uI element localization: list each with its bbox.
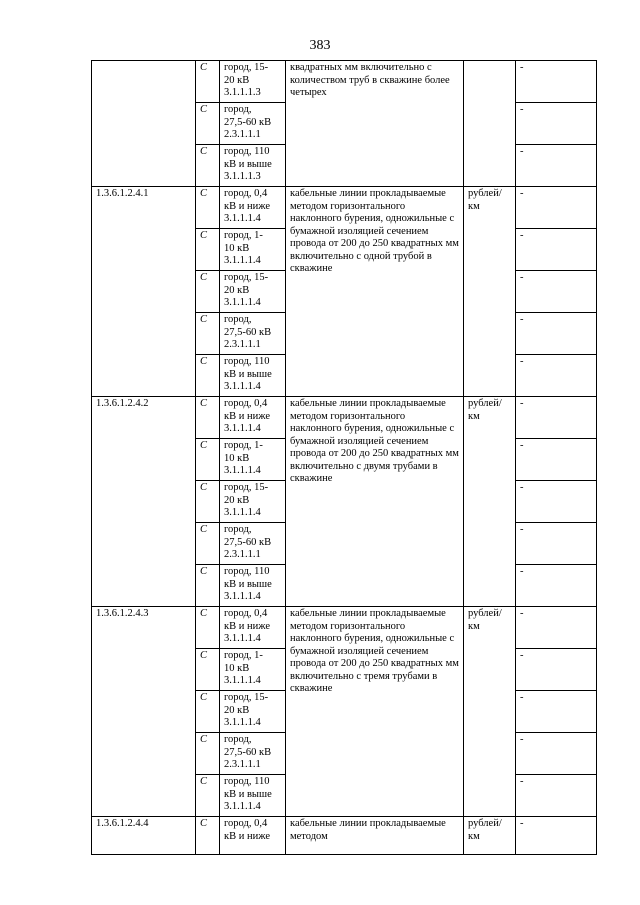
table-row [92,607,597,649]
category-cell: С [196,61,220,103]
voltage-cell: город, 110 кВ и выше 3.1.1.1.3 [220,145,286,187]
code-cell: 1.3.6.1.2.4.1 [92,187,196,397]
rate-cell: - [516,313,597,355]
rate-cell: - [516,775,597,817]
table-row [92,397,597,439]
table-row [92,817,597,855]
voltage-cell: город, 0,4 кВ и ниже 3.1.1.1.4 [220,397,286,439]
rate-cell: - [516,733,597,775]
category-cell: С [196,481,220,523]
voltage-cell: город, 27,5-60 кВ 2.3.1.1.1 [220,733,286,775]
rate-cell: - [516,355,597,397]
tariff-table [91,60,597,855]
table-row [92,61,597,103]
rate-cell: - [516,523,597,565]
description-cell: кабельные линии прокладываемые методом [286,817,464,855]
voltage-cell: город, 0,4 кВ и ниже 3.1.1.1.4 [220,187,286,229]
unit-cell: рублей/ км [464,607,516,817]
voltage-cell: город, 0,4 кВ и ниже 3.1.1.1.4 [220,607,286,649]
category-cell: С [196,775,220,817]
table-row [92,187,597,229]
voltage-cell: город, 15- 20 кВ 3.1.1.1.3 [220,61,286,103]
description-cell: кабельные линии прокладываемые методом горизонтального наклонного бурения, одножильные с бумажной изоляцией сечением провода от 200 до 250 квадратных мм включительно с двумя трубами в скважине [286,397,464,607]
description-cell: кабельные линии прокладываемые методом горизонтального наклонного бурения, одножильные с бумажной изоляцией сечением провода от 200 до 250 квадратных мм включительно с тремя трубами в скважине [286,607,464,817]
voltage-cell: город, 110 кВ и выше 3.1.1.1.4 [220,775,286,817]
rate-cell: - [516,229,597,271]
voltage-cell: город, 110 кВ и выше 3.1.1.1.4 [220,565,286,607]
voltage-cell: город, 1- 10 кВ 3.1.1.1.4 [220,229,286,271]
rate-cell: - [516,439,597,481]
page-number: 383 [309,38,331,53]
voltage-cell: город, 1- 10 кВ 3.1.1.1.4 [220,649,286,691]
rate-cell: - [516,61,597,103]
category-cell: С [196,103,220,145]
category-cell: С [196,649,220,691]
unit-cell: рублей/ км [464,187,516,397]
unit-cell: рублей/ км [464,817,516,855]
category-cell: С [196,733,220,775]
category-cell: С [196,145,220,187]
category-cell: С [196,187,220,229]
code-cell [92,61,196,187]
category-cell: С [196,355,220,397]
rate-cell: - [516,103,597,145]
rate-cell: - [516,397,597,439]
category-cell: С [196,817,220,855]
rate-cell: - [516,649,597,691]
code-cell: 1.3.6.1.2.4.3 [92,607,196,817]
rate-cell: - [516,271,597,313]
code-cell: 1.3.6.1.2.4.4 [92,817,196,855]
description-cell: квадратных мм включительно с количеством труб в скважине более четырех [286,61,464,187]
category-cell: С [196,313,220,355]
category-cell: С [196,607,220,649]
voltage-cell: город, 27,5-60 кВ 2.3.1.1.1 [220,313,286,355]
category-cell: С [196,565,220,607]
voltage-cell: город, 15- 20 кВ 3.1.1.1.4 [220,481,286,523]
category-cell: С [196,691,220,733]
tariff-table-body [92,61,597,855]
category-cell: С [196,271,220,313]
category-cell: С [196,229,220,271]
voltage-cell: город, 27,5-60 кВ 2.3.1.1.1 [220,523,286,565]
rate-cell: - [516,817,597,855]
voltage-cell: город, 110 кВ и выше 3.1.1.1.4 [220,355,286,397]
voltage-cell: город, 27,5-60 кВ 2.3.1.1.1 [220,103,286,145]
category-cell: С [196,397,220,439]
code-cell: 1.3.6.1.2.4.2 [92,397,196,607]
voltage-cell: город, 15- 20 кВ 3.1.1.1.4 [220,271,286,313]
rate-cell: - [516,607,597,649]
rate-cell: - [516,187,597,229]
voltage-cell: город, 1- 10 кВ 3.1.1.1.4 [220,439,286,481]
unit-cell: рублей/ км [464,397,516,607]
rate-cell: - [516,481,597,523]
category-cell: С [196,439,220,481]
voltage-cell: город, 15- 20 кВ 3.1.1.1.4 [220,691,286,733]
unit-cell [464,61,516,187]
rate-cell: - [516,565,597,607]
rate-cell: - [516,145,597,187]
rate-cell: - [516,691,597,733]
voltage-cell: город, 0,4 кВ и ниже [220,817,286,855]
description-cell: кабельные линии прокладываемые методом горизонтального наклонного бурения, одножильные с бумажной изоляцией сечением провода от 200 до 250 квадратных мм включительно с одной трубой в скважине [286,187,464,397]
category-cell: С [196,523,220,565]
